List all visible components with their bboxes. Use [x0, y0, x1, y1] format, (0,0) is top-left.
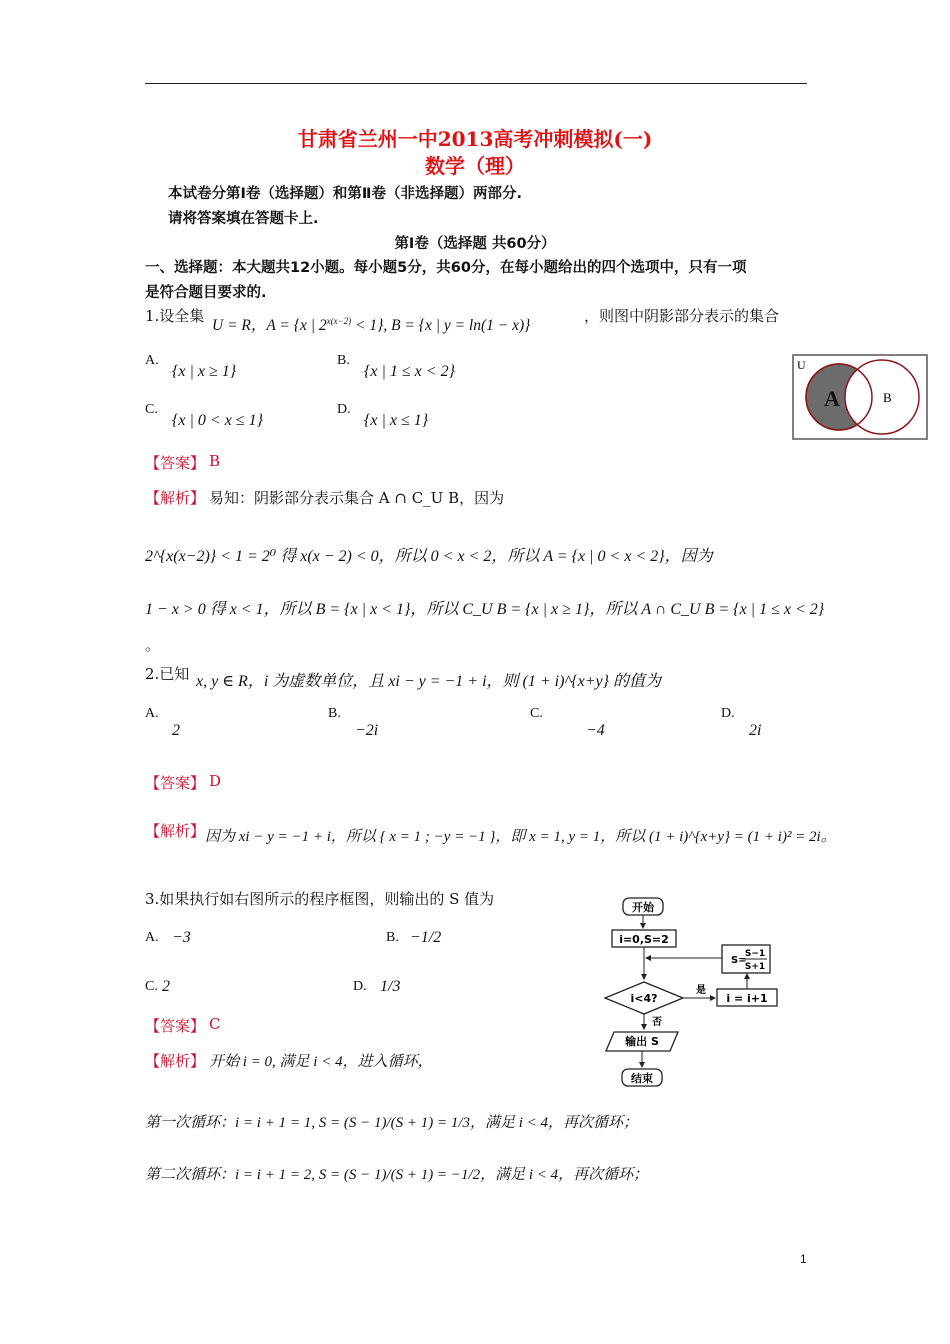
- intro-line-2: 请将答案填在答题卡上.: [168, 211, 319, 227]
- q2-option-a-label: A.: [145, 706, 159, 721]
- q2-answer: D: [209, 772, 222, 790]
- q3-option-c: 2: [162, 978, 170, 995]
- flow-start: 开始: [632, 901, 654, 914]
- q3-option-d: 1/3: [380, 978, 401, 995]
- q1-option-a-label: A.: [145, 353, 159, 368]
- svg-text:S=: S=: [731, 955, 747, 966]
- q2-prefix: 2.已知: [145, 665, 190, 683]
- flow-yes: 是: [696, 985, 706, 996]
- q1-option-b: {x | 1 ≤ x < 2}: [364, 363, 455, 380]
- q3-loop-2: 第二次循环：i = i + 1 = 2, S = (S − 1)/(S + 1) = −1/2，满足 i < 4，再次循环；: [145, 1167, 649, 1183]
- instructions-line-2: 是符合题目要求的.: [145, 285, 267, 301]
- q3-option-a: −3: [172, 929, 191, 946]
- q2-option-b-label: B.: [328, 706, 341, 721]
- q1-analysis-1: 易知：阴影部分表示集合 A ∩ C_U B，因为: [209, 489, 505, 507]
- q2-text: x, y ∈ R，i 为虚数单位，且 xi − y = −1 + i，则 (1 + i)^{x+y} 的值为: [196, 673, 661, 690]
- q2-option-b: −2i: [355, 722, 379, 739]
- q1-answer: B: [209, 452, 221, 470]
- q1-analysis-label: 【解析】: [145, 489, 206, 507]
- q3-option-a-label: A.: [145, 930, 159, 945]
- q1-answer-label: 【答案】: [145, 454, 206, 472]
- q3-answer-label: 【答案】: [145, 1017, 206, 1035]
- instructions-line-1: 一、选择题：本大题共12小题。每小题5分，共60分，在每小题给出的四个选项中，只有一项: [145, 260, 747, 276]
- q3-option-d-label: D.: [353, 979, 367, 994]
- q1-prefix: 1.设全集: [145, 307, 205, 325]
- q3-analysis-label: 【解析】: [145, 1052, 206, 1070]
- header-rule: [145, 83, 807, 84]
- flow-output: 输出 S: [625, 1035, 659, 1048]
- q3-loop-1: 第一次循环：i = i + 1 = 1, S = (S − 1)/(S + 1) = 1/3，满足 i < 4，再次循环；: [145, 1115, 639, 1131]
- q1-option-d-label: D.: [337, 402, 351, 417]
- flowchart: [600, 893, 800, 1098]
- q3-option-b: −1/2: [410, 929, 442, 946]
- intro-line-1: 本试卷分第Ⅰ卷（选择题）和第Ⅱ卷（非选择题）两部分.: [168, 186, 522, 202]
- q1-analysis-4: 。: [145, 636, 161, 654]
- section-title: 第Ⅰ卷（选择题 共60分）: [394, 236, 556, 252]
- svg-text:S+1: S+1: [744, 962, 766, 972]
- q2-option-a: 2: [172, 722, 180, 739]
- q1-option-d: {x | x ≤ 1}: [364, 412, 429, 429]
- flow-init: i=0,S=2: [619, 933, 669, 946]
- venn-label-u: U: [797, 358, 806, 372]
- page-number: 1: [800, 1252, 807, 1266]
- q1-option-c-label: C.: [145, 402, 158, 417]
- q3-option-c-label: C.: [145, 979, 158, 994]
- q2-option-d-label: D.: [721, 706, 735, 721]
- q3-analysis-1: 开始 i = 0, 满足 i < 4，进入循环，: [209, 1054, 433, 1070]
- flow-cond: i<4?: [630, 992, 658, 1005]
- q2-analysis: 因为 xi − y = −1 + i，所以 { x = 1 ; −y = −1 }，即 x = 1, y = 1，所以 (1 + i)^{x+y} = (1 + i)² = 2i。: [205, 829, 836, 845]
- page-title: 甘肃省兰州一中2013高考冲刺模拟(一): [297, 127, 653, 151]
- flow-end: 结束: [631, 1072, 653, 1085]
- flow-no: 否: [652, 1017, 662, 1028]
- q2-analysis-label: 【解析】: [145, 822, 206, 840]
- q1-option-b-label: B.: [337, 353, 350, 368]
- q1-analysis-3: 1 − x > 0 得 x < 1，所以 B = {x | x < 1}，所以 C_U B = {x | x ≥ 1}，所以 A ∩ C_U B = {x | 1 ≤ x < 2}: [145, 601, 825, 618]
- q1-option-a: {x | x ≥ 1}: [172, 363, 237, 380]
- q2-option-d: 2i: [749, 722, 762, 739]
- q1-option-c: {x | 0 < x ≤ 1}: [172, 412, 263, 429]
- q2-answer-label: 【答案】: [145, 774, 206, 792]
- q3-question: 3.如果执行如右图所示的程序框图，则输出的 S 值为: [145, 890, 495, 908]
- venn-diagram: [792, 354, 928, 440]
- q1-analysis-2: 2^{x(x−2)} < 1 = 2⁰ 得 x(x − 2) < 0，所以 0 < x < 2，所以 A = {x | 0 < x < 2}，因为: [145, 548, 713, 565]
- q1-suffix: ，则图中阴影部分表示的集合: [584, 307, 780, 325]
- venn-label-a: A: [824, 386, 840, 411]
- flow-incr: i = i+1: [726, 992, 768, 1005]
- q2-option-c-label: C.: [530, 706, 543, 721]
- q3-option-b-label: B.: [386, 930, 399, 945]
- q2-option-c: −4: [586, 722, 605, 739]
- q3-answer: C: [209, 1015, 221, 1033]
- venn-label-b: B: [883, 390, 892, 405]
- page-subtitle: 数学（理）: [425, 154, 525, 178]
- q1-expression: U = R，A = {x | $2^{x(x-2)} < 1$}, B = {x | y = ln(1 − x)}: [212, 315, 531, 334]
- svg-text:S−1: S−1: [744, 949, 766, 959]
